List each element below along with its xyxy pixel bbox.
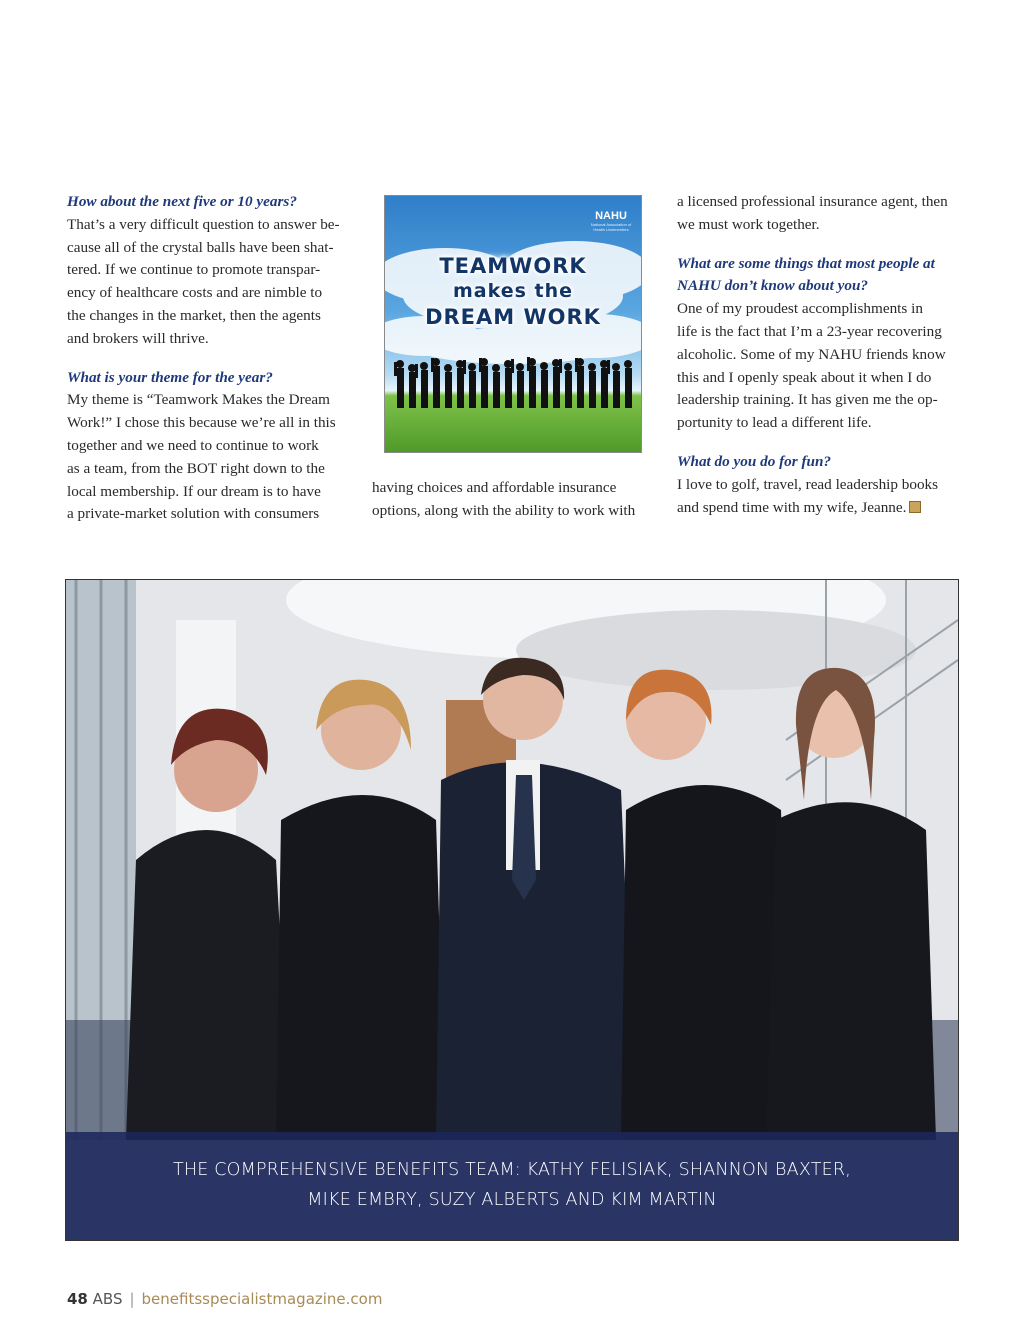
- answer-line: local membership. If our dream is to have: [67, 482, 321, 500]
- answer-line: a licensed professional insurance agent, then: [677, 193, 948, 210]
- answer-line: and brokers will thrive.: [67, 329, 209, 347]
- answer-line: options, along with the ability to work with: [372, 501, 636, 519]
- question-heading: What do you do for fun?: [677, 452, 832, 470]
- question-heading: How about the next five or 10 years?: [67, 193, 297, 210]
- team-photo: [65, 579, 959, 1241]
- photo-caption-band: [66, 1132, 958, 1240]
- article-column-3: [677, 191, 967, 519]
- answer-line: cause all of the crystal balls have been shat-: [67, 238, 334, 256]
- nahu-logo: [589, 210, 633, 238]
- answer-line: alcoholic. Some of my NAHU friends know: [677, 345, 946, 363]
- answer-line: My theme is “Teamwork Makes the Dream: [67, 391, 330, 409]
- answer-text: and spend time with my wife, Jeanne.: [677, 498, 907, 516]
- answer-line: life is the fact that I’m a 23-year recovering: [677, 322, 942, 340]
- poster-line-3: DREAM WORK: [425, 305, 601, 329]
- question-heading: NAHU don’t know about you?: [677, 277, 869, 295]
- answer-line: leadership training. It has given me the op-: [677, 391, 938, 409]
- answer-line: One of my proudest accomplishments in: [677, 300, 923, 318]
- footer-separator: |: [129, 1290, 135, 1308]
- answer-line: this and I openly speak about it when I do: [677, 368, 932, 386]
- answer-line: [677, 497, 967, 520]
- photo-caption-line-1: THE COMPREHENSIVE BENEFITS TEAM: KATHY FELISIAK, SHANNON BAXTER,: [172, 1160, 851, 1180]
- answer-line: the changes in the market, then the agents: [67, 306, 321, 324]
- article-column-1: [67, 191, 352, 526]
- question-heading: What is your theme for the year?: [67, 368, 273, 386]
- answer-line: That’s a very difficult question to answer be-: [67, 215, 340, 233]
- nahu-logo-text: NAHU: [595, 210, 627, 222]
- answer-line: tered. If we continue to promote transpar-: [67, 261, 321, 279]
- answer-line: having choices and affordable insurance: [372, 479, 617, 496]
- article-column-2: [372, 477, 657, 523]
- page-footer: [67, 1290, 382, 1308]
- answer-line: ency of healthcare costs and are nimble to: [67, 284, 323, 302]
- page-number: 48: [67, 1290, 88, 1308]
- photo-caption-line-2: MIKE EMBRY, SUZY ALBERTS AND KIM MARTIN: [307, 1190, 717, 1210]
- end-of-article-icon: [909, 501, 921, 513]
- answer-line: a private-market solution with consumers: [67, 505, 320, 523]
- answer-line: Work!” I chose this because we’re all in this: [67, 414, 336, 432]
- answer-line: together and we need to continue to work: [67, 436, 319, 454]
- answer-line: I love to golf, travel, read leadership books: [677, 475, 939, 493]
- teamwork-poster-image: [384, 195, 642, 453]
- answer-line: as a team, from the BOT right down to the: [67, 459, 325, 477]
- question-heading: What are some things that most people at: [677, 254, 935, 272]
- nahu-logo-subtext: National Association of Health Underwriters: [590, 222, 632, 232]
- answer-line: we must work together.: [677, 215, 820, 233]
- poster-line-2: makes the: [452, 280, 574, 302]
- poster-line-1: TEAMWORK: [439, 254, 587, 278]
- answer-line: portunity to lead a different life.: [677, 414, 872, 432]
- publication-name: ABS: [92, 1290, 123, 1308]
- magazine-url-link[interactable]: benefitsspecialistmagazine.com: [141, 1290, 383, 1308]
